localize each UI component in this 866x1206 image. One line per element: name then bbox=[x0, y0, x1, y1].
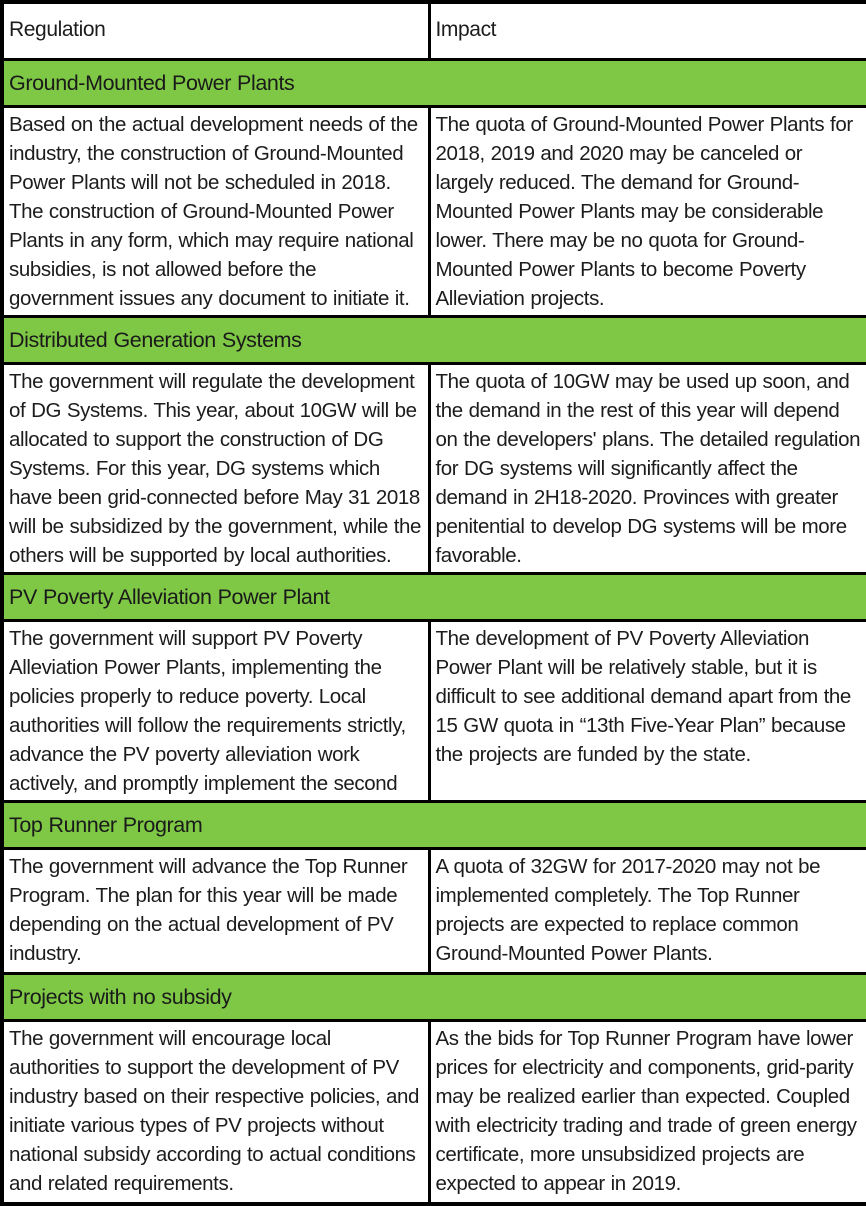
table-row bbox=[2, 620, 866, 801]
section-header-row-distributed-generation bbox=[2, 316, 866, 363]
column-header-regulation: Regulation bbox=[2, 2, 429, 59]
regulation-cell: Based on the actual development needs of the industry, the construction of Ground-Mounted Power Plants will not be scheduled in 2018. The construction of Ground-Mounted Power Plants in any form, which may require national subsidies, is not allowed before the government issues any document to initiate it. bbox=[2, 106, 429, 316]
section-header-row-ground-mounted bbox=[2, 59, 866, 106]
table-row bbox=[2, 106, 866, 316]
impact-cell: The development of PV Poverty Alleviation Power Plant will be relatively stable, but it is difficult to see additional demand apart from the 15 GW quota in “13th Five-Year Plan” because the projects are funded by the state. bbox=[429, 620, 866, 801]
regulation-cell: The government will support PV Poverty Alleviation Power Plants, implementing the policies properly to reduce poverty. Local authorities will follow the requirements strictly, advance the PV poverty alleviation work actively, and promptly implement the second bbox=[2, 620, 429, 801]
impact-cell: The quota of 10GW may be used up soon, and the demand in the rest of this year will depend on the developers' plans. The detailed regulation for DG systems will significantly affect the demand in 2H18-2020. Provinces with greater penitential to develop DG systems will be more favorable. bbox=[429, 363, 866, 573]
regulation-cell: The government will encourage local authorities to support the development of PV industry based on their respective policies, and initiate various types of PV projects without national subsidy according to actual conditions and related requirements. bbox=[2, 1020, 429, 1204]
regulation-cell: The government will advance the Top Runner Program. The plan for this year will be made depending on the actual development of PV industry. bbox=[2, 848, 429, 973]
section-header-label: Top Runner Program bbox=[2, 801, 866, 848]
table-row bbox=[2, 363, 866, 573]
section-header-label: PV Poverty Alleviation Power Plant bbox=[2, 573, 866, 620]
table-header-row bbox=[2, 2, 866, 59]
table-row bbox=[2, 1020, 866, 1204]
section-header-label: Distributed Generation Systems bbox=[2, 316, 866, 363]
section-header-row-no-subsidy bbox=[2, 973, 866, 1020]
table-row bbox=[2, 848, 866, 973]
regulation-cell: The government will regulate the development of DG Systems. This year, about 10GW will be allocated to support the construction of DG Systems. For this year, DG systems which have been grid-connected before May 31 2018 will be subsidized by the government, while the others will be supported by local authorities. bbox=[2, 363, 429, 573]
section-header-row-top-runner bbox=[2, 801, 866, 848]
impact-cell: As the bids for Top Runner Program have lower prices for electricity and components, grid-parity may be realized earlier than expected. Coupled with electricity trading and trade of green energy certificate, more unsubsidized projects are expected to appear in 2019. bbox=[429, 1020, 866, 1204]
section-header-row-pv-poverty-alleviation bbox=[2, 573, 866, 620]
section-header-label: Ground-Mounted Power Plants bbox=[2, 59, 866, 106]
column-header-impact: Impact bbox=[429, 2, 866, 59]
section-header-label: Projects with no subsidy bbox=[2, 973, 866, 1020]
impact-cell: The quota of Ground-Mounted Power Plants for 2018, 2019 and 2020 may be canceled or largely reduced. The demand for Ground-Mounted Power Plants may be considerable lower. There may be no quota for Ground-Mounted Power Plants to become Poverty Alleviation projects. bbox=[429, 106, 866, 316]
impact-cell: A quota of 32GW for 2017-2020 may not be implemented completely. The Top Runner projects are expected to replace common Ground-Mounted Power Plants. bbox=[429, 848, 866, 973]
